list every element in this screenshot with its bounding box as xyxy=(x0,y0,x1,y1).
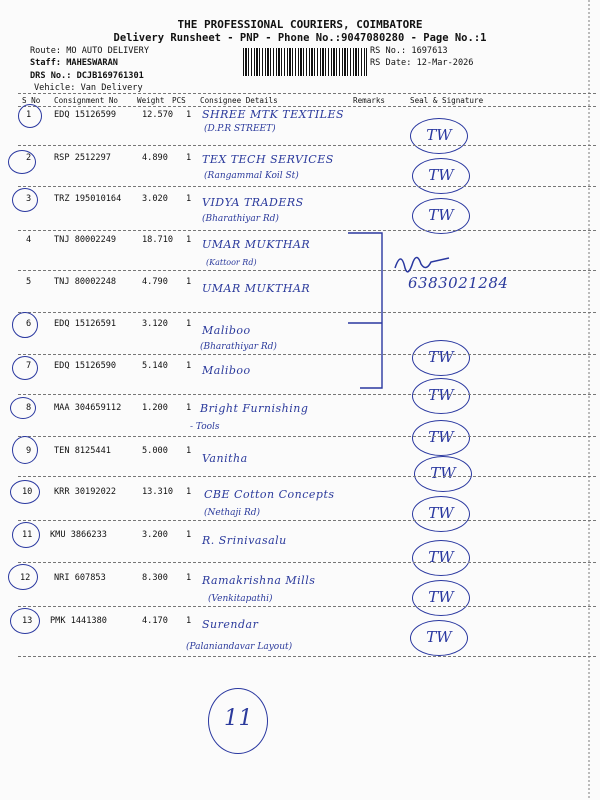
row-pcs: 1 xyxy=(186,194,192,204)
row-consignee-address: (Palaniandavar Layout) xyxy=(186,642,293,652)
row-consignment: EDQ 15126599 xyxy=(54,110,117,120)
row-weight: 13.310 xyxy=(142,487,174,497)
row-consignment: PMK 1441380 xyxy=(50,616,107,626)
staff-label: Staff: MAHESWARAN xyxy=(30,58,118,68)
col-sno: S No xyxy=(22,96,41,105)
signature-mark: TW xyxy=(412,540,470,576)
row-sno: 5 xyxy=(26,277,32,287)
row-weight: 4.890 xyxy=(142,153,168,163)
row-weight: 1.200 xyxy=(142,403,168,413)
signature-mark: TW xyxy=(412,496,470,532)
row-consignment: TNJ 80002248 xyxy=(54,277,117,287)
row-consignee-name: Maliboo xyxy=(202,324,251,337)
signature-mark: TW xyxy=(410,118,468,154)
route-label: Route: MO AUTO DELIVERY xyxy=(30,46,149,56)
row-consignee-address: (Bharathiyar Rd) xyxy=(202,214,279,224)
row-weight: 18.710 xyxy=(142,235,174,245)
row-consignee-address: (Nethaji Rd) xyxy=(204,508,261,518)
signature-mark: TW xyxy=(412,580,470,616)
row-separator xyxy=(18,476,596,477)
remarks-phone: 6383021284 xyxy=(408,274,509,292)
row-separator xyxy=(18,186,596,187)
row-consignee-address: (D.P.R STREET) xyxy=(204,124,276,134)
row-sno: 8 xyxy=(26,403,32,413)
col-pcs: PCS xyxy=(172,96,186,105)
row-weight: 3.200 xyxy=(142,530,168,540)
signature-mark: TW xyxy=(412,378,470,414)
rs-number: RS No.: 1697613 xyxy=(370,46,448,56)
row-consignment: NRI 607853 xyxy=(54,573,106,583)
row-consignee-name: SHREE MTK TEXTILES xyxy=(202,108,345,121)
row-sno: 7 xyxy=(26,361,32,371)
signature-mark: TW xyxy=(412,158,470,194)
row-sno: 12 xyxy=(20,573,31,583)
row-pcs: 1 xyxy=(186,361,192,371)
row-consignee-address: (Kattoor Rd) xyxy=(206,258,257,267)
row-consignee-name: CBE Cotton Concepts xyxy=(204,488,335,501)
remarks-bracket xyxy=(340,228,590,398)
row-sno: 11 xyxy=(22,530,33,540)
row-pcs: 1 xyxy=(186,403,192,413)
row-sno: 6 xyxy=(26,319,32,329)
rs-date: RS Date: 12-Mar-2026 xyxy=(370,58,474,68)
drs-label: DRS No.: DCJB169761301 xyxy=(30,71,144,81)
row-consignment: EDQ 15126591 xyxy=(54,319,117,329)
signature-mark: TW xyxy=(414,456,472,492)
row-pcs: 1 xyxy=(186,530,192,540)
row-pcs: 1 xyxy=(186,446,192,456)
sno-circle xyxy=(12,436,38,464)
col-seal: Seal & Signature xyxy=(410,96,484,105)
page-fold-line xyxy=(588,0,590,800)
row-consignment: MAA 304659112 xyxy=(54,403,122,413)
row-separator xyxy=(18,436,596,437)
row-pcs: 1 xyxy=(186,319,192,329)
col-remarks: Remarks xyxy=(353,96,386,105)
signature-mark: TW xyxy=(412,420,470,456)
row-separator xyxy=(18,606,596,607)
row-weight: 3.120 xyxy=(142,319,168,329)
row-separator xyxy=(18,562,596,563)
row-consignee-address: (Bharathiyar Rd) xyxy=(200,342,277,352)
row-separator xyxy=(18,520,596,521)
row-pcs: 1 xyxy=(186,277,192,287)
row-consignee-name: UMAR MUKTHAR xyxy=(202,238,311,251)
row-weight: 4.790 xyxy=(142,277,168,287)
row-consignee-address: (Rangammal Koil St) xyxy=(204,171,299,181)
col-consignment: Consignment No xyxy=(54,96,119,105)
row-consignee-name: R. Srinivasalu xyxy=(202,534,287,547)
row-consignee-name: TEX TECH SERVICES xyxy=(202,153,334,166)
row-consignment: EDQ 15126590 xyxy=(54,361,117,371)
row-weight: 3.020 xyxy=(142,194,168,204)
row-consignment: KRR 30192022 xyxy=(54,487,117,497)
signature-mark: TW xyxy=(412,340,470,376)
row-consignee-address: - Tools xyxy=(190,422,220,432)
sno-circle xyxy=(8,150,36,174)
count-mark: 11 xyxy=(224,706,253,731)
row-pcs: 1 xyxy=(186,573,192,583)
row-consignment: TNJ 80002249 xyxy=(54,235,117,245)
row-weight: 5.140 xyxy=(142,361,168,371)
vehicle-label: Vehicle: Van Delivery xyxy=(34,83,143,93)
row-weight: 8.300 xyxy=(142,573,168,583)
row-weight: 12.570 xyxy=(142,110,174,120)
row-sno: 13 xyxy=(22,616,33,626)
row-sno: 10 xyxy=(22,487,33,497)
row-sno: 1 xyxy=(26,110,32,120)
sno-circle xyxy=(10,397,36,419)
sno-circle xyxy=(12,188,38,212)
runsheet-subtitle: Delivery Runsheet - PNP - Phone No.:9047080280 - Page No.:1 xyxy=(113,32,487,44)
row-consignee-name: Maliboo xyxy=(202,364,251,377)
signature-mark: TW xyxy=(412,198,470,234)
row-sno: 2 xyxy=(26,153,32,163)
row-sno: 4 xyxy=(26,235,32,245)
row-consignee-name: VIDYA TRADERS xyxy=(202,196,304,209)
row-weight: 4.170 xyxy=(142,616,168,626)
row-pcs: 1 xyxy=(186,235,192,245)
barcode xyxy=(243,48,367,76)
table-bottom-rule xyxy=(18,656,596,657)
row-pcs: 1 xyxy=(186,110,192,120)
row-consignment: TRZ 195010164 xyxy=(54,194,122,204)
row-separator xyxy=(18,145,596,146)
table-top-rule xyxy=(18,93,596,94)
col-weight: Weight xyxy=(137,96,165,105)
sno-circle xyxy=(12,312,38,338)
row-consignee-name: Ramakrishna Mills xyxy=(202,574,316,587)
row-consignment: RSP 2512297 xyxy=(54,153,111,163)
signature-mark: TW xyxy=(410,620,468,656)
company-title: THE PROFESSIONAL COURIERS, COIMBATORE xyxy=(177,18,423,31)
row-sno: 3 xyxy=(26,194,32,204)
row-pcs: 1 xyxy=(186,153,192,163)
col-consignee: Consignee Details xyxy=(200,96,278,105)
row-consignee-name: Surendar xyxy=(202,618,259,631)
row-consignment: KMU 3866233 xyxy=(50,530,107,540)
header-rule xyxy=(18,106,596,107)
row-weight: 5.000 xyxy=(142,446,168,456)
row-consignee-name: Vanitha xyxy=(202,452,248,465)
row-sno: 9 xyxy=(26,446,32,456)
row-consignee-address: (Venkitapathi) xyxy=(208,594,273,604)
row-pcs: 1 xyxy=(186,616,192,626)
row-consignee-name: Bright Furnishing xyxy=(200,402,309,415)
row-consignee-name: UMAR MUKTHAR xyxy=(202,282,311,295)
row-pcs: 1 xyxy=(186,487,192,497)
sno-circle xyxy=(12,356,38,380)
row-consignment: TEN 8125441 xyxy=(54,446,111,456)
